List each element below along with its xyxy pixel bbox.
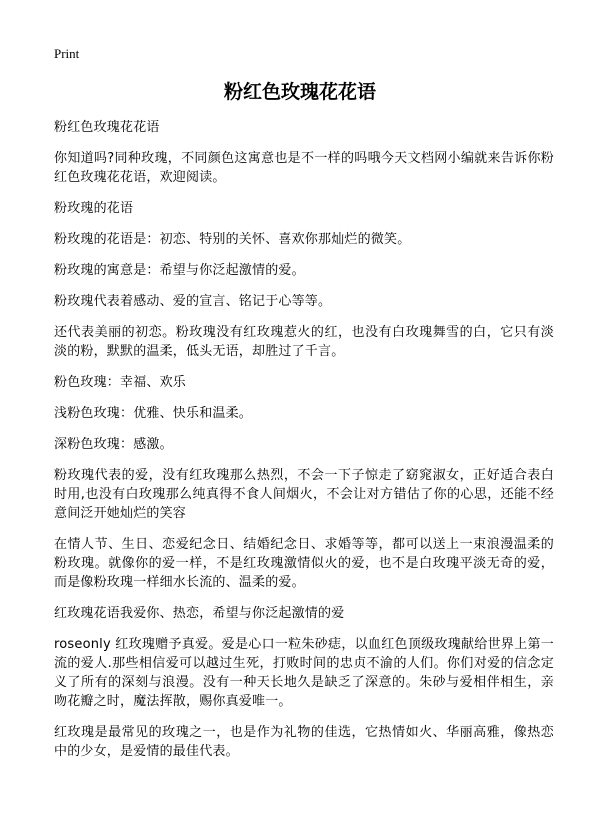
paragraph: 在情人节、生日、恋爱纪念日、结婚纪念日、求婚等等，都可以送上一束浪漫温柔的粉玫瑰。就像你的爱一样，不是红玫瑰激情似火的爱，也不是白玫瑰平淡无奇的爱，而是像粉玫瑰一样细水长流的、温柔的爱。: [54, 537, 554, 590]
paragraph: 你知道吗?同种玫瑰，不同颜色这寓意也是不一样的吗哦今天文档网小编就来告诉你粉红色玫瑰花花语，欢迎阅读。: [54, 151, 554, 185]
paragraph: 红玫瑰是最常见的玫瑰之一，也是作为礼物的佳选，它热情如火、华丽高雅，像热恋中的少女，是爱情的最佳代表。: [54, 725, 554, 759]
paragraph: 粉玫瑰代表的爱，没有红玫瑰那么热烈，不会一下子惊走了窈窕淑女，正好适合表白时用,也没有白玫瑰那么纯真得不食人间烟火，不会让对方错估了你的心思，还能不经意间泛开她灿烂的笑容: [54, 468, 554, 521]
page-title: 粉红色玫瑰花花语: [223, 81, 376, 103]
section-heading: 粉玫瑰的花语: [54, 201, 134, 216]
paragraph: 浅粉色玫瑰：优雅、快乐和温柔。: [54, 406, 253, 421]
paragraph: 粉玫瑰的花语是：初恋、特别的关怀、喜欢你那灿烂的微笑。: [54, 232, 411, 247]
section-heading: 粉红色玫瑰花花语: [54, 120, 160, 135]
paragraph: 粉色玫瑰：幸福、欢乐: [54, 375, 187, 390]
paragraph: 还代表美丽的初恋。粉玫瑰没有红玫瑰惹火的红，也没有白玫瑰舞雪的白，它只有淡淡的粉，默默的温柔，低头无语，却胜过了千言。: [54, 325, 554, 359]
paragraph: roseonly 红玫瑰赠予真爱。爱是心口一粒朱砂痣，以血红色顶级玫瑰献给世界上第一流的爱人.那些相信爱可以越过生死，打败时间的忠贞不渝的人们。你们对爱的信念定义了所有的深刻与浪漫。没有一种天长地久是缺乏了深意的。朱砂与爱相伴相生，亲吻花瓣之时，魔法挥散，赐你真爱唯一。: [54, 637, 554, 709]
print-link[interactable]: Print: [54, 46, 80, 61]
document-body: [54, 118, 554, 773]
paragraph: 粉玫瑰的寓意是：希望与你泛起激情的爱。: [54, 263, 305, 278]
paragraph: 深粉色玫瑰：感激。: [54, 437, 173, 452]
paragraph: 粉玫瑰代表着感动、爱的宣言、铭记于心等等。: [54, 294, 332, 309]
section-heading: 红玫瑰花语我爱你、热恋，希望与你泛起激情的爱: [54, 606, 345, 621]
